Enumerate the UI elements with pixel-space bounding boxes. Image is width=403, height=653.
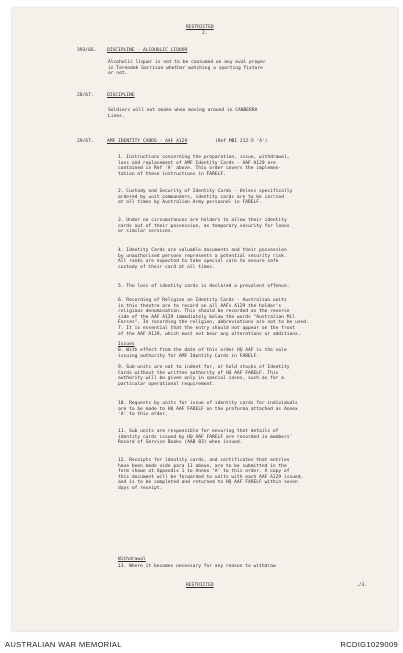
archive-footer	[0, 633, 403, 653]
document-page	[12, 8, 398, 631]
paragraph-11: 11. Sub units are responsible for ensuring that details of identity cards issued by HQ AAF FARELF are recorded in members' Record of Service Books (AAB 83) when issued.	[118, 429, 293, 446]
next-page-marker: ./3.	[356, 583, 368, 588]
item-heading: DISCIPLINE	[107, 93, 135, 98]
paragraph-1: 1. Instructions concerning the preparation, issue, withdrawal, loss and replacement of AMF Identity Cards - AAF A129 are contained in Ref 'A' above. This order covers the implemen- tation of these instructions in FARELF.	[118, 155, 290, 177]
paragraph-2: 2. Custody and Security of Identity Cards - Unless specifically ordered by unit commanders, identity cards are to be carried at all times by Australian Army personnel in FARELF.	[118, 189, 293, 206]
item-heading: DISCIPLINE - ALCOHOLIC LIQUOR	[107, 48, 188, 53]
subheading-issues: Issues	[118, 342, 135, 347]
paragraph-6-7: 6. Recording of Religion on Identity Cards - Australian units in this theatre are to record on all AAFs A129 the holder's religious denomination. This should be recorded on the reverse side of the AAF A129 immediately below the words "Australian Mil Forces". In recording the religion, abbreviations are not to be used. 7. It is essential that the entry should not appear on the front of the AAF A129, which must not bear any alterations or additions.	[118, 298, 309, 337]
page-number: 2.	[202, 31, 208, 36]
paragraph-8: 8. With effect from the date of this order HQ AAF is the sole issuing authority for AMF Identity Cards in FARELF.	[118, 348, 287, 359]
item-text: Soldiers will not smoke when moving around in CANBERRA Lines.	[108, 108, 258, 119]
paragraph-3: 3. Under no circumstances are holders to allow their identity cards out of their possession, as temporary security for loans or similar services.	[118, 218, 290, 235]
item-number: 29/67.	[77, 139, 94, 144]
item-number: 28/67.	[77, 93, 94, 98]
paragraph-10: 10. Requests by units for issue of identity cards for individuals are to be made to HQ AAF FARELF on the proforma attached as Annex 'A' to this order.	[118, 401, 298, 418]
paragraph-12: 12. Receipts for identity cards, and certificates that entries have been made vide para 11 above, are to be submitted in the form shown at Appendix 1 to Annex 'A' to this order. A copy of this document will be forwarded to units with each AAF A129 issued, and is to be completed and returned to HQ AAF FARELF within seven days of receipt.	[118, 458, 304, 491]
paragraph-13: 13. Where it becomes necessary for any reason to withdraw	[118, 564, 276, 569]
item-text: Alcoholic liquor is not to be consumed on any oval proper in Terendak Garrison whether watching a sporting fixture or not.	[108, 60, 266, 77]
item-number: 393/66.	[77, 48, 97, 53]
item-reference: (Ref MBI 212-5 'A')	[215, 139, 268, 144]
classification-header: RESTRICTED	[186, 25, 214, 30]
archive-id: RCDIG1029009	[340, 640, 398, 649]
subheading-withdrawal: Withdrawal	[118, 557, 146, 562]
paragraph-9: 9. Sub-units are not to indent for, or hold stocks of Identity Cards without the written authority of HQ AAF FARELF. This authority will be given only in special cases, such as for a particular operational requirement.	[118, 365, 290, 387]
paragraph-5: 5. The loss of identity cards is declared a prevalent offence.	[118, 284, 290, 289]
paragraph-4: 4. Identity Cards are valuable documents and their possession by unauthorised persons represents a potential security risk. All ranks are expected to take special care to ensure safe custody of their card at all times.	[118, 248, 287, 270]
item-heading: AMF IDENTITY CARDS - AAF A129	[107, 139, 188, 144]
classification-footer: RESTRICTED	[186, 583, 214, 588]
archive-name: AUSTRALIAN WAR MEMORIAL	[5, 640, 122, 649]
